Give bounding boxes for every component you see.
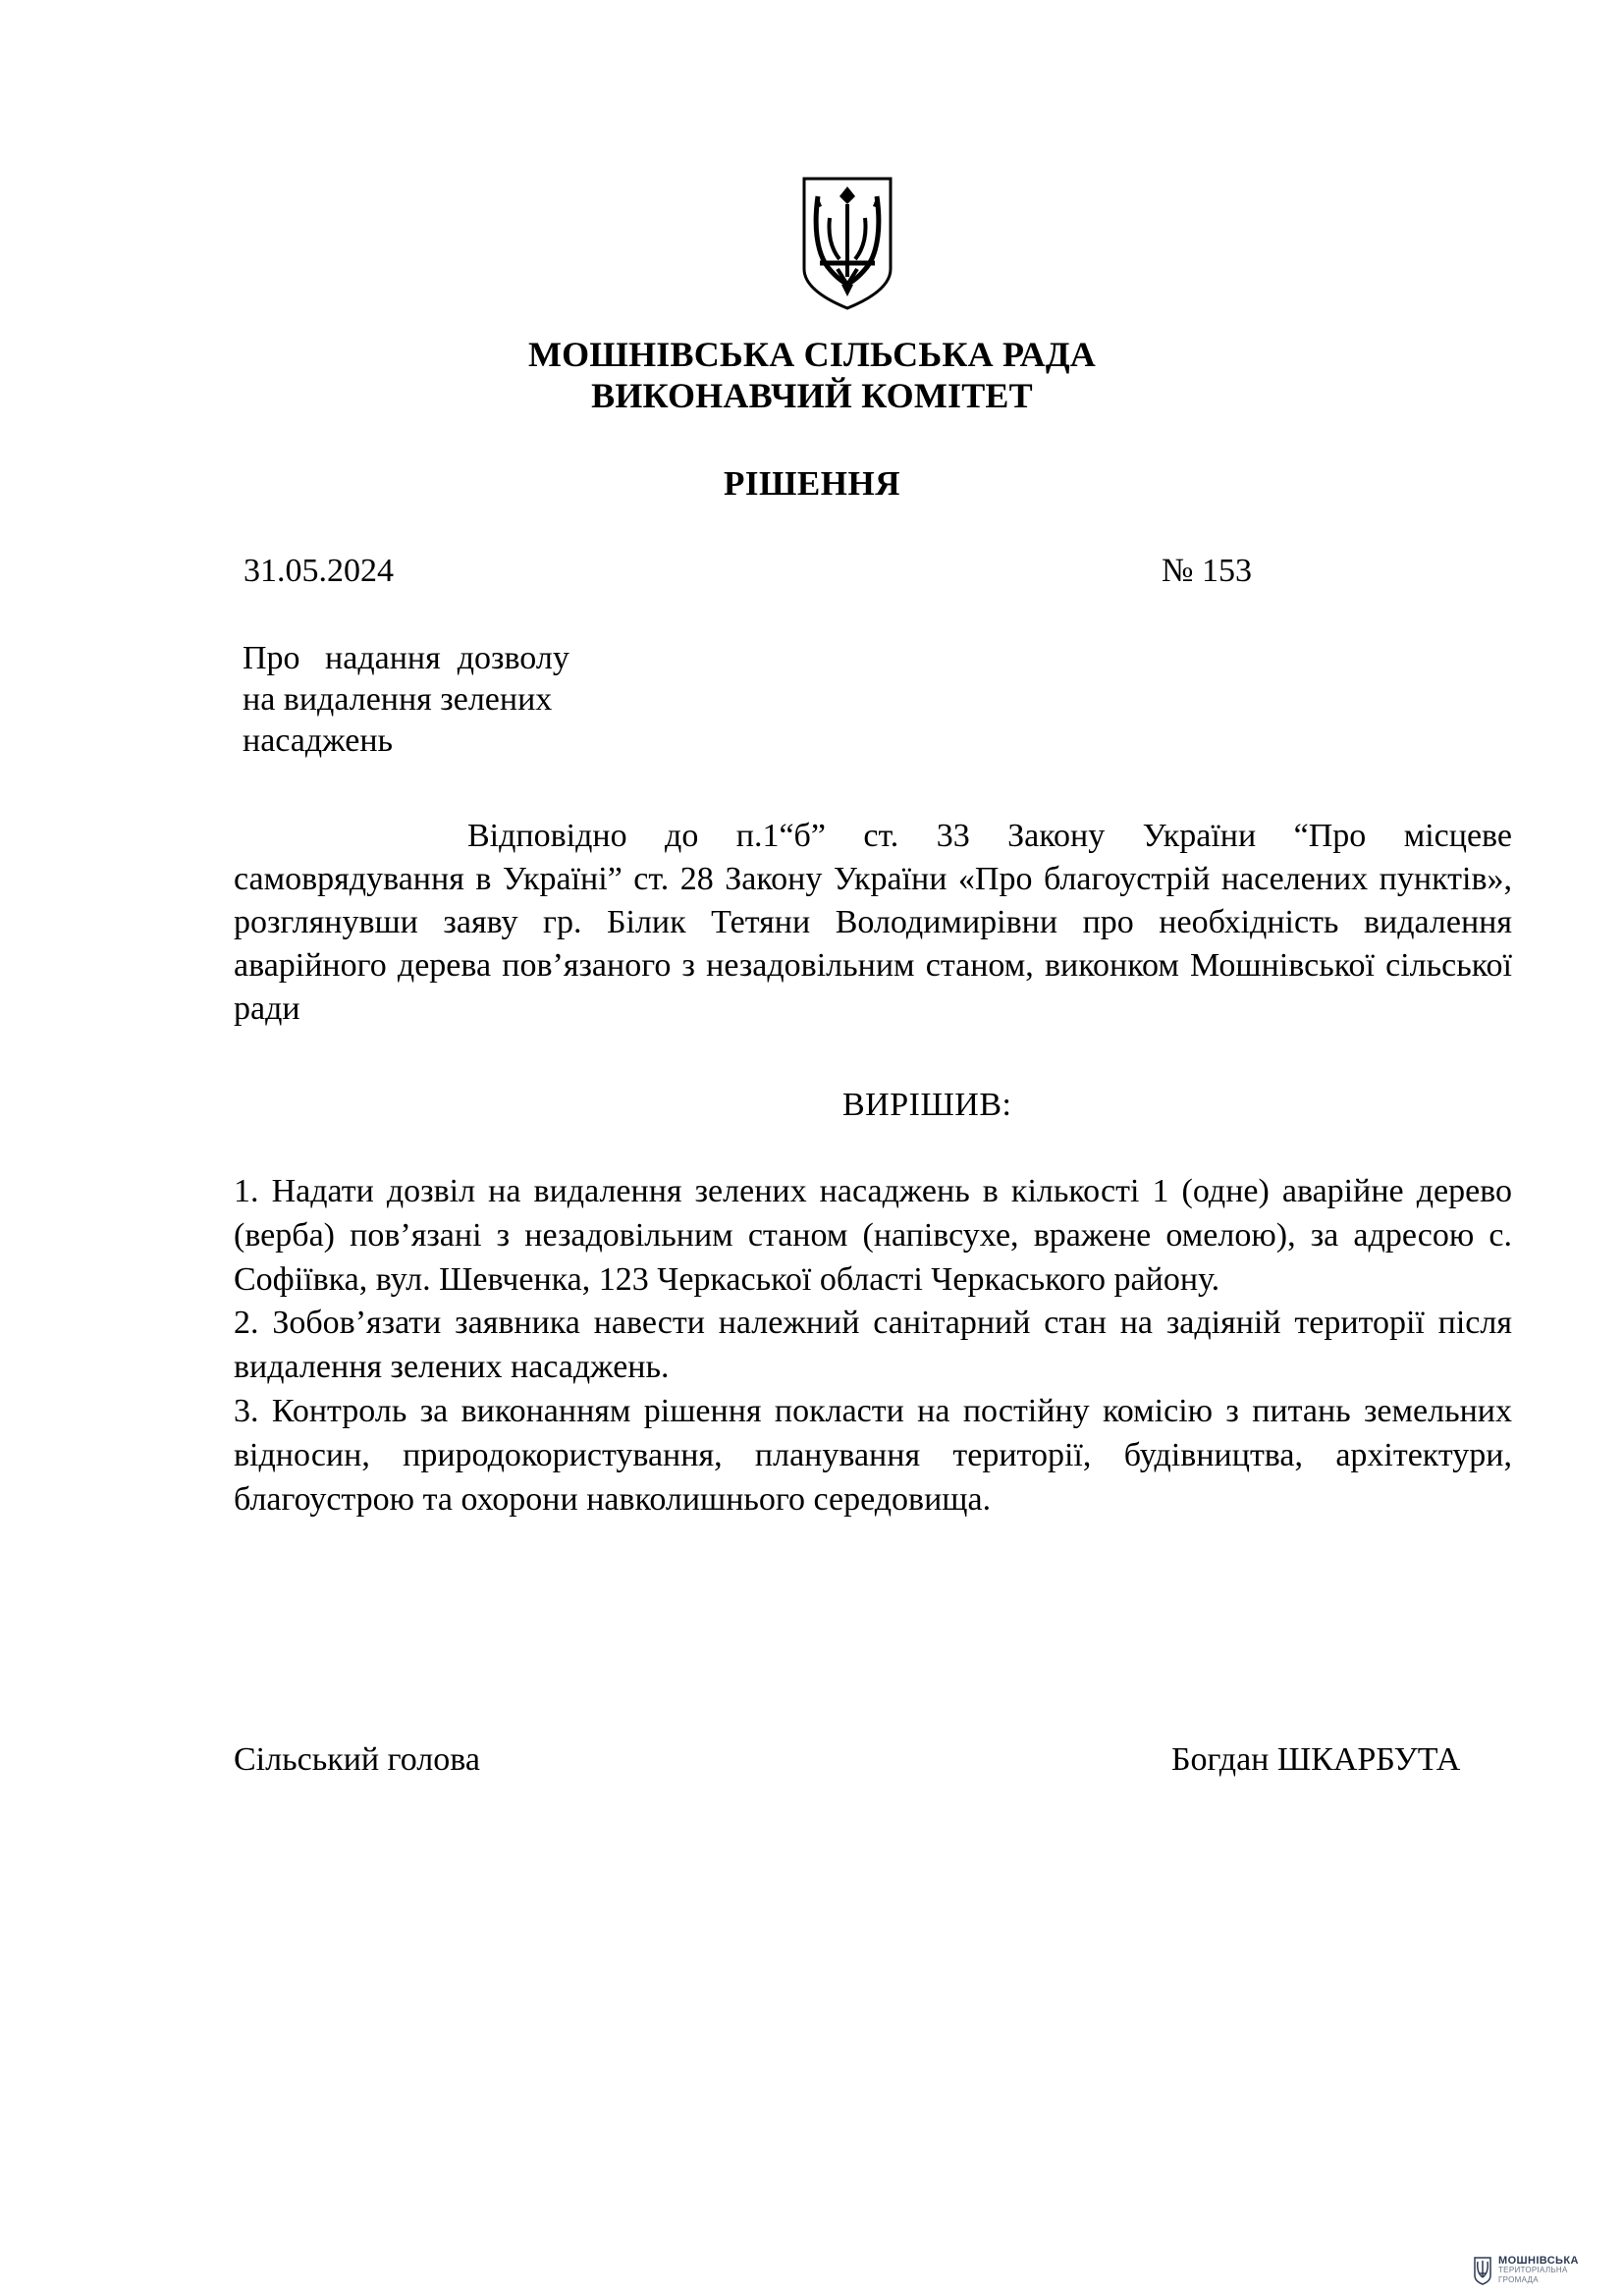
organization-committee: ВИКОНАВЧИЙ КОМІТЕТ <box>591 376 1033 415</box>
signatory-name: Богдан ШКАРБУТА <box>1171 1741 1461 1778</box>
document-subject <box>243 638 655 762</box>
subject-line: на видалення зелених <box>243 681 553 718</box>
community-logo-line: МОШНІВСЬКА <box>1498 2255 1579 2267</box>
document-date: 31.05.2024 <box>244 553 394 589</box>
community-logo-text <box>1498 2256 1579 2285</box>
decision-heading: ВИРІШИВ: <box>842 1087 1012 1123</box>
organization-name: МОШНІВСЬКА СІЛЬСЬКА РАДА <box>527 335 1097 374</box>
document-type: РІШЕННЯ <box>723 464 900 503</box>
decision-item: 2. Зобов’язати заявника навести належний санітарний стан на задіяній території після видалення зелених насаджень. <box>234 1305 1512 1386</box>
document-number: № 153 <box>1162 553 1252 589</box>
trident-icon <box>1473 2256 1492 2285</box>
signatory-title: Сільський голова <box>234 1741 480 1778</box>
subject-line: Про надання дозволу <box>243 640 569 676</box>
community-logo-line: ТЕРИТОРІАЛЬНА <box>1498 2266 1568 2274</box>
subject-line: насаджень <box>243 722 394 759</box>
preamble-paragraph: Відповідно до п.1“б” ст. 33 Закону України “Про місцеве самоврядування в Україні” ст. 28 Закону України «Про благоустрій населених пунктів», розглянувши заяву гр. Білик Тетяни Володимирівни про необхідність видалення аварійного дерева пов’язаного з незадовільним станом, виконком Мошнівської сільської ради <box>234 818 1512 1027</box>
coat-of-arms-icon <box>797 175 897 312</box>
decision-item: 3. Контроль за виконанням рішення покласти на постійну комісію з питань земельних відносин, природокористування, планування території, будівництва, архітектури, благоустрою та охорони навколишнього середовища. <box>234 1392 1512 1518</box>
decision-items <box>234 1170 1512 1522</box>
decision-item: 1. Надати дозвіл на видалення зелених насаджень в кількості 1 (одне) аварійне дерево (верба) пов’язані з незадовільним станом (напівсухе, вражене омелою), за адресою с. Софіївка, вул. Шевченка, 123 Черкаської області Черкаського району. <box>234 1173 1512 1298</box>
community-logo <box>1473 2251 1620 2290</box>
community-logo-line: ГРОМАДА <box>1498 2275 1539 2284</box>
